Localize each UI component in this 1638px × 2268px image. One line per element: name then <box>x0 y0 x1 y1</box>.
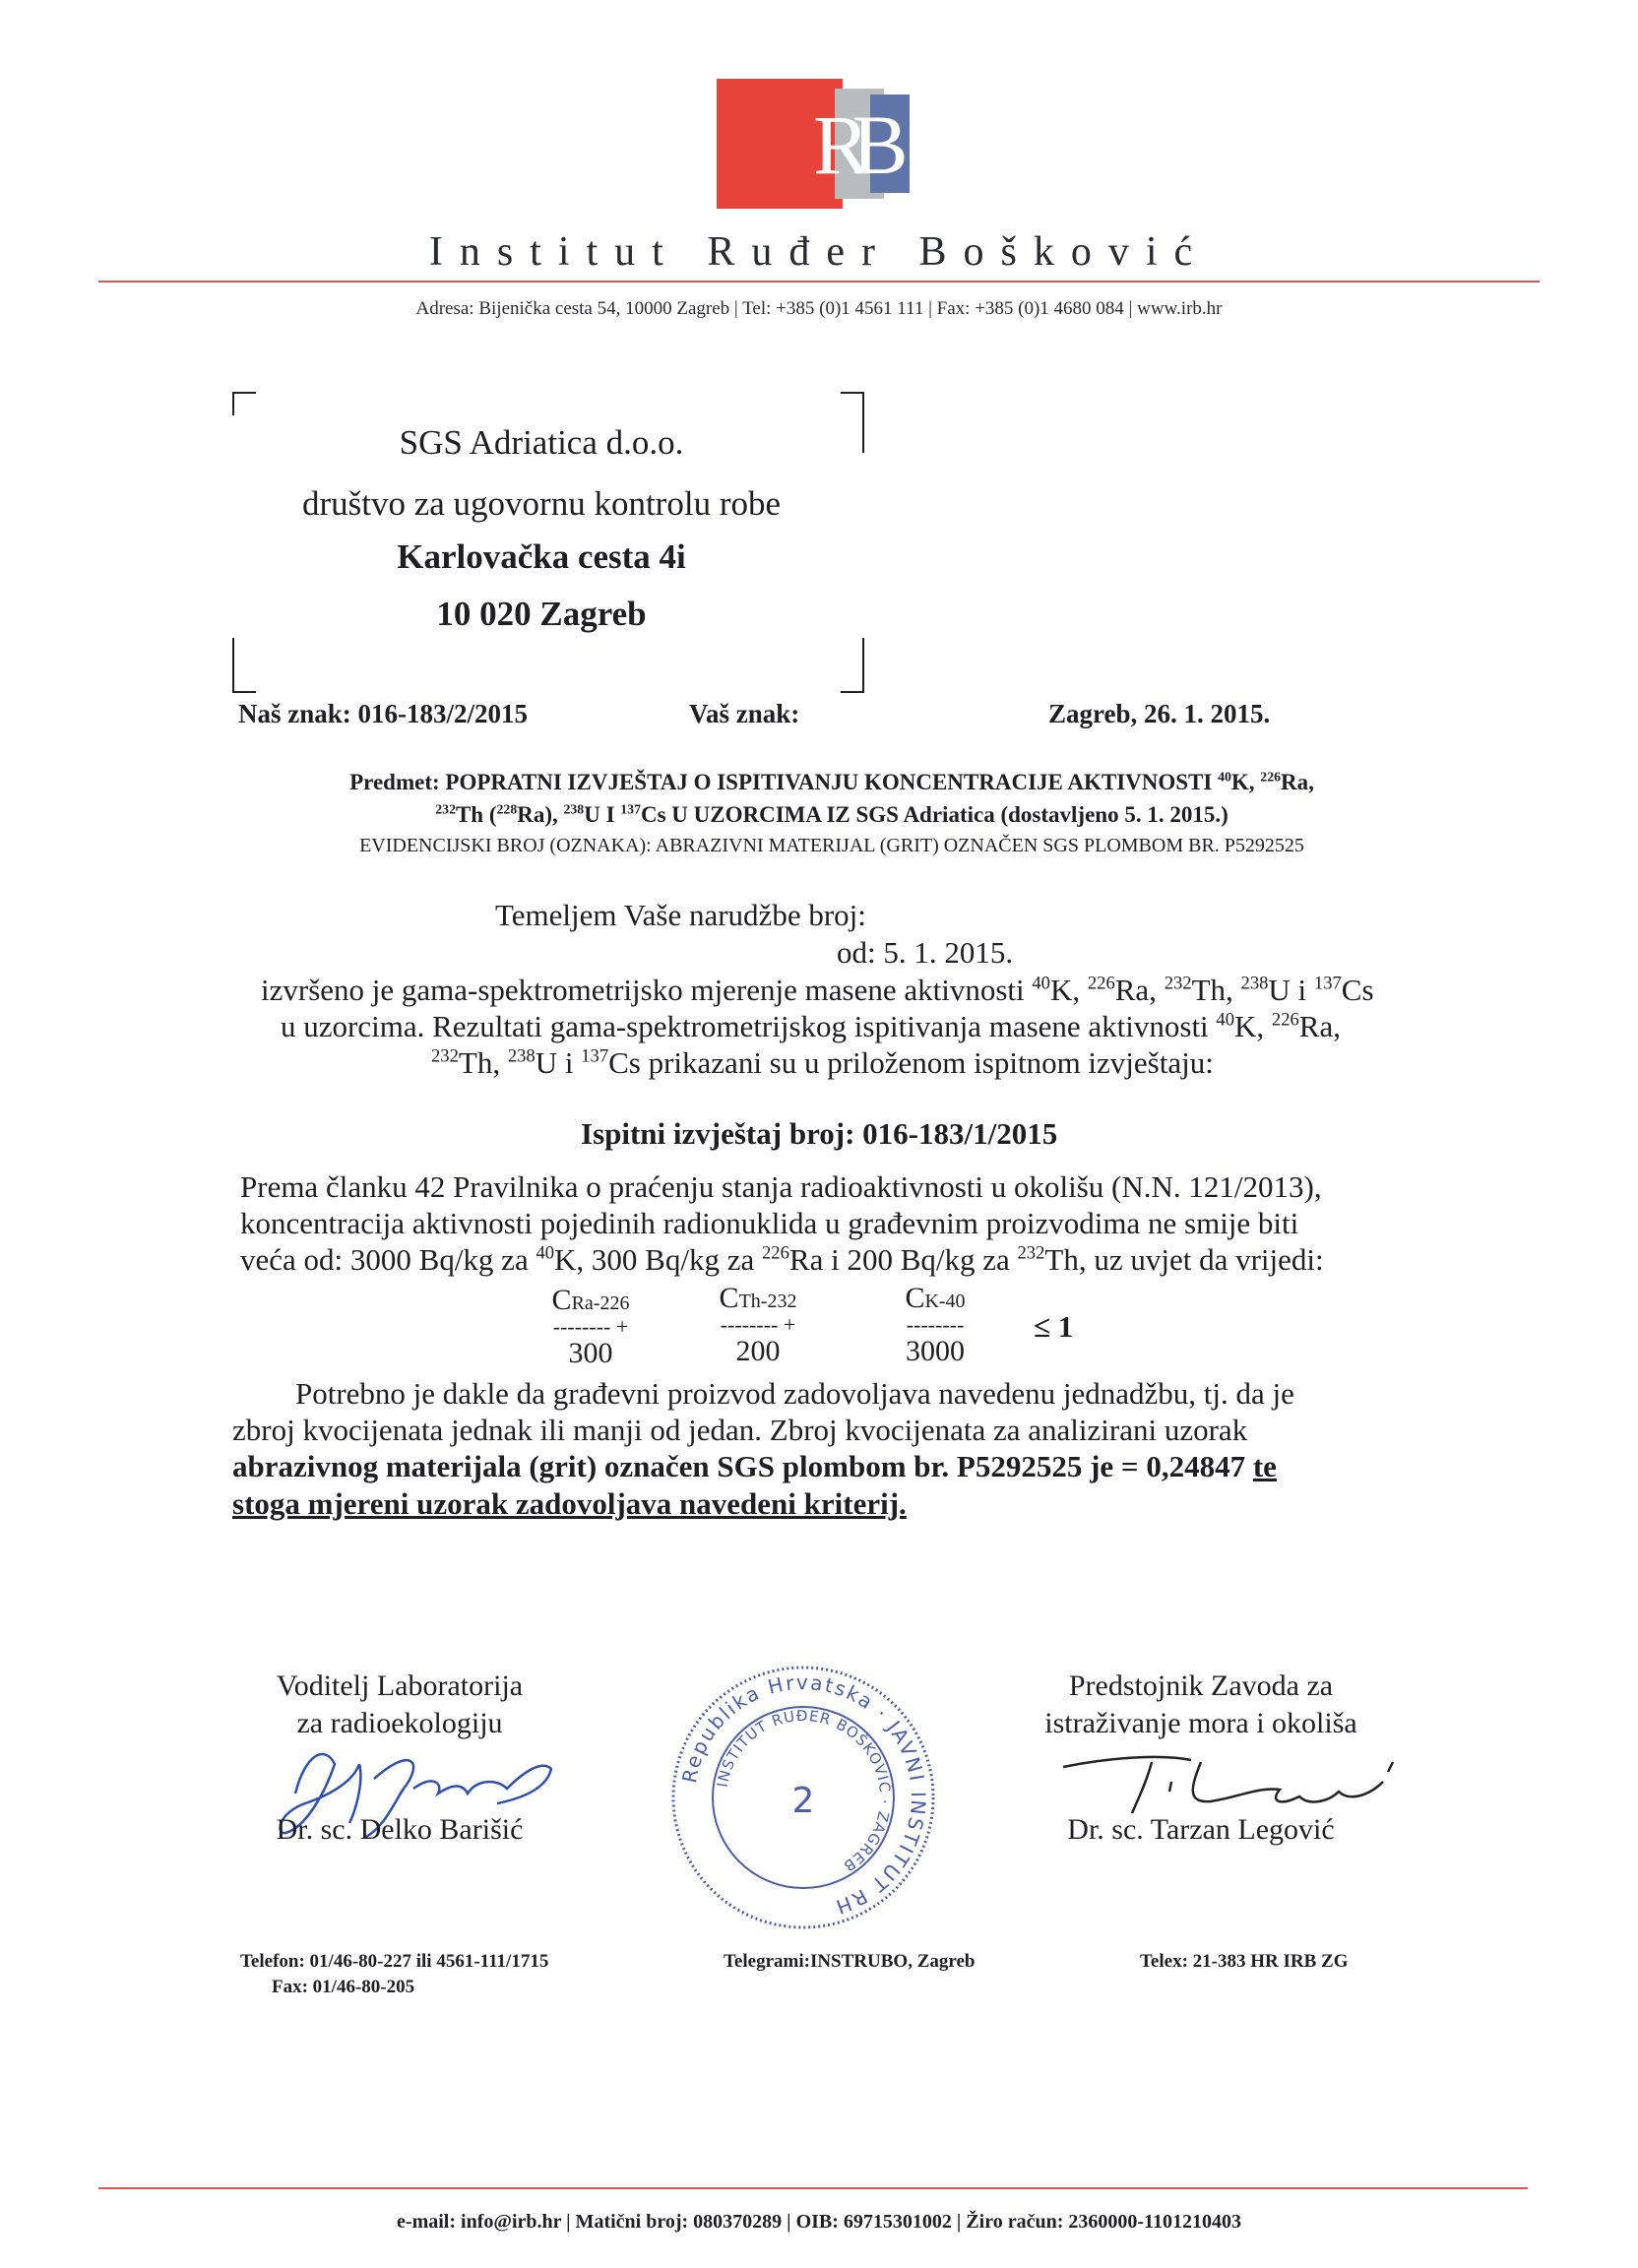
subject-line-3: EVIDENCIJSKI BROJ (OZNAKA): ABRAZIVNI MATERIJAL (GRIT) OZNAČEN SGS PLOMBOM BR. P5292525 <box>359 835 1304 856</box>
letter-date: Zagreb, 26. 1. 2015. <box>1048 699 1271 728</box>
conclusion-line-3: abrazivnog materijala (grit) označen SGS plombom br. P5292525 je = 0,24847 te <box>232 1449 1277 1483</box>
recipient-city: 10 020 Zagreb <box>436 595 647 633</box>
logo-letters: RB <box>813 97 891 192</box>
bracket-bottom-right <box>841 638 864 693</box>
contact-phone: Telefon: 01/46-80-227 ili 4561-111/1715 <box>240 1951 549 1972</box>
contact-telegram: Telegrami:INSTRUBO, Zagreb <box>724 1951 976 1972</box>
bracket-top-left <box>232 392 256 415</box>
stamp-number: 2 <box>791 1781 815 1821</box>
conclusion-line-4: stoga mjereni uzorak zadovoljava navedeni kriterij. <box>232 1486 907 1521</box>
subject-line-1: Predmet: POPRATNI IZVJEŠTAJ O ISPITIVANJU KONCENTRACIJE AKTIVNOSTI $^{40}$K, $^{226}$Ra, <box>349 769 1314 794</box>
recipient-street: Karlovačka cesta 4i <box>397 537 686 576</box>
right-signature-scribble <box>1053 1742 1408 1821</box>
conclusion-line-1: Potrebno je dakle da građevni proizvod zadovoljava navedenu jednadžbu, tj. da je <box>295 1376 1294 1411</box>
bracket-bottom-left <box>232 638 256 693</box>
body-line-2: u uzorcima. Rezultati gama-spektrometrijskog ispitivanja masene aktivnosti $^{40}$K, $^{226}$Ra, <box>281 1009 1341 1043</box>
body-line-1: izvršeno je gama-spektrometrijsko mjerenje masene aktivnosti $^{40}$K, $^{226}$Ra, $^{232}$Th, $^{238}$U i $^{137}$Cs <box>261 973 1374 1007</box>
irb-logo <box>717 79 910 212</box>
formula-term-k: CK-40 -------- 3000 <box>866 1282 1004 1368</box>
institute-name: Institut Ruđer Bošković <box>428 229 1210 275</box>
subject-label: Predmet: <box>349 770 440 794</box>
footer-rule <box>98 2187 1528 2189</box>
left-signatory-title-1: Voditelj Laboratorija <box>276 1670 524 1702</box>
svg-text:Republika Hrvatska · JAVNI INS: Republika Hrvatska · JAVNI INSTITUT RH <box>676 1670 931 1920</box>
recipient-company: SGS Adriatica d.o.o. <box>399 423 684 462</box>
right-signatory-name: Dr. sc. Tarzan Legović <box>1067 1813 1335 1846</box>
left-signatory-title-2: za radioekologiju <box>296 1707 503 1739</box>
formula-term-ra: CRa-226 -------- + 300 <box>522 1284 660 1370</box>
our-reference: Naš znak: 016-183/2/2015 <box>238 699 529 728</box>
conclusion-line-2: zbroj kvocijenata jednak ili manji od jedan. Zbroj kvocijenata za analizirani uzorak <box>232 1413 1248 1447</box>
body-line-3: $^{232}$Th, $^{238}$U i $^{137}$Cs prikazani su u priloženom ispitnom izvještaju: <box>431 1045 1214 1080</box>
recipient-description: društvo za ugovornu kontrolu robe <box>301 484 782 523</box>
formula-denominator-ra: 300 <box>568 1337 613 1369</box>
footer-info: e-mail: info@irb.hr | Matični broj: 080370289 | OIB: 69715301002 | Žiro račun: 2360000-1101210403 <box>397 2211 1241 2233</box>
contact-telex: Telex: 21-383 HR IRB ZG <box>1140 1951 1349 1972</box>
formula-term-th: CTh-232 -------- + 200 <box>689 1282 827 1368</box>
formula-denominator-k: 3000 <box>906 1335 965 1367</box>
right-signatory-title-1: Predstojnik Zavoda za <box>1068 1670 1334 1702</box>
rule-line-1: Prema članku 42 Pravilnika o praćenju stanja radioaktivnosti u okolišu (N.N. 121/2013), <box>240 1169 1322 1204</box>
right-signatory-title-2: istraživanje mora i okoliša <box>1044 1707 1357 1739</box>
subject-line-2: $^{232}$Th ($^{228}$Ra), $^{238}$U I $^{137}$Cs U UZORCIMA IZ SGS Adriatica (dostavljeno 5. 1. 2015.) <box>435 801 1228 827</box>
formula-inequality: ≤ 1 <box>1034 1309 1074 1344</box>
header-rule <box>98 281 1540 283</box>
header-address: Adresa: Bijenička cesta 54, 10000 Zagreb | Tel: +385 (0)1 4561 111 | Fax: +385 (0)1 4680 084 | www.irb.hr <box>415 298 1223 319</box>
formula-denominator-th: 200 <box>735 1335 781 1367</box>
left-signatory-name: Dr. sc. Delko Barišić <box>276 1813 524 1846</box>
order-date: od: 5. 1. 2015. <box>837 935 1014 970</box>
rule-line-3: veća od: 3000 Bq/kg za $^{40}$K, 300 Bq/kg za $^{226}$Ra i 200 Bq/kg za $^{232}$Th, uz uvjet da vrijedi: <box>240 1242 1324 1277</box>
institute-stamp <box>665 1660 941 1935</box>
order-reference: Temeljem Vaše narudžbe broj: <box>495 898 866 932</box>
svg-text:INSTITUT RUĐER BOŠKOVIĆ · ZAGR: INSTITUT RUĐER BOŠKOVIĆ · ZAGREB <box>713 1706 895 1876</box>
report-title: Ispitni izvještaj broj: 016-183/1/2015 <box>581 1116 1058 1151</box>
rule-line-2: koncentracija aktivnosti pojedinih radionuklida u građevnim proizvodima ne smije biti <box>240 1206 1299 1240</box>
contact-fax: Fax: 01/46-80-205 <box>272 1977 415 1997</box>
your-reference: Vaš znak: <box>689 699 800 728</box>
